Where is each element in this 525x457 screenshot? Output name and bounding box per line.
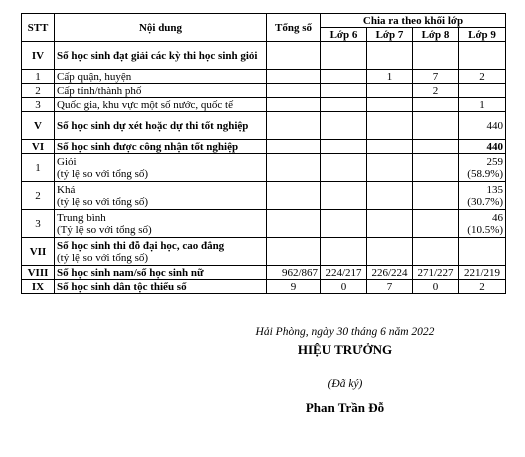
signature-signed-note: (Đã ký) [327,378,363,390]
row-grade-7 [367,210,413,238]
row-grade-8: 0 [413,280,459,294]
row-content-cell [55,182,267,210]
table-row [22,42,506,70]
row-content: Cấp quận, huyện [55,70,267,84]
row-grade-8 [413,182,459,210]
row-content-cell [55,210,267,238]
row-grade-6: 224/217 [321,266,367,280]
row-grade-6 [321,210,367,238]
row-total [267,70,321,84]
row-grade-9-ratio: (30.7%) [467,195,504,208]
row-grade-6 [321,154,367,182]
row-grade-8: 2 [413,84,459,98]
header-stt: STT [22,14,55,42]
row-stt: VIII [22,266,55,280]
row-grade-9-cell [459,154,506,182]
row-grade-9: 221/219 [459,266,506,280]
row-grade-6 [321,182,367,210]
header-content: Nội dung [55,14,267,42]
row-grade-8 [413,238,459,266]
row-grade-9 [459,84,506,98]
row-grade-7 [367,182,413,210]
row-grade-9: 46 [492,211,504,224]
row-total [267,238,321,266]
row-grade-6 [321,98,367,112]
table-row [22,154,506,182]
row-grade-7: 226/224 [367,266,413,280]
row-grade-7 [367,238,413,266]
row-content-note: (Tỷ lệ so với tổng số) [57,223,152,236]
row-stt: VII [22,238,55,266]
row-total [267,112,321,140]
row-content-cell [55,238,267,266]
table-row [22,280,506,294]
row-grade-9: 440 [459,140,506,154]
row-content: Số học sinh dân tộc thiểu số [55,280,267,294]
row-total [267,154,321,182]
table-row [22,210,506,238]
row-grade-9-ratio: (58.9%) [467,167,504,180]
row-total [267,98,321,112]
table-row [22,140,506,154]
row-grade-9: 2 [459,280,506,294]
table-row [22,84,506,98]
row-stt: IV [22,42,55,70]
row-grade-6 [321,112,367,140]
row-grade-9: 440 [459,112,506,140]
row-grade-7 [367,84,413,98]
row-grade-8 [413,154,459,182]
row-grade-6 [321,140,367,154]
row-stt: 3 [22,98,55,112]
table-row [22,112,506,140]
row-content: Quốc gia, khu vực một số nước, quốc tế [55,98,267,112]
row-grade-9: 1 [459,98,506,112]
row-grade-7: 1 [367,70,413,84]
row-stt: 3 [22,210,55,238]
row-content: Số học sinh dự xét hoặc dự thi tốt nghiệp [55,112,267,140]
row-content: Giỏi [57,155,77,168]
row-content: Số học sinh đạt giải các kỳ thi học sinh giỏi [55,42,267,70]
row-grade-6 [321,70,367,84]
row-grade-8: 7 [413,70,459,84]
statistics-table [21,13,506,294]
row-stt: V [22,112,55,140]
row-grade-7 [367,42,413,70]
table-row [22,70,506,84]
row-grade-9-cell [459,210,506,238]
signature-name: Phan Trần Đỗ [305,400,385,415]
row-stt: 2 [22,84,55,98]
row-grade-9: 2 [459,70,506,84]
row-total: 9 [267,280,321,294]
row-content: Trung bình [57,211,106,224]
row-content-cell [55,154,267,182]
row-grade-7 [367,98,413,112]
signature-place-date: Hải Phòng, ngày 30 tháng 6 năm 2022 [255,326,435,338]
row-content: Số học sinh thi đỗ đại học, cao đẳng [57,239,225,252]
row-grade-7 [367,112,413,140]
header-grade-7: Lớp 7 [367,28,413,42]
row-content: Số học sinh nam/số học sinh nữ [55,266,267,280]
row-grade-9-cell [459,182,506,210]
row-grade-8 [413,210,459,238]
row-grade-9: 259 [486,155,504,168]
row-total [267,210,321,238]
row-grade-6: 0 [321,280,367,294]
row-grade-6 [321,238,367,266]
row-total [267,182,321,210]
row-content: Khá [57,183,76,196]
header-grade-8: Lớp 8 [413,28,459,42]
table-row [22,266,506,280]
table-row [22,98,506,112]
row-stt: 2 [22,182,55,210]
row-stt: 1 [22,70,55,84]
row-total: 962/867 [267,266,321,280]
row-grade-8 [413,98,459,112]
row-content-note: (tỷ lệ so với tổng số) [57,167,149,180]
signature-title: HIỆU TRƯỞNG [297,342,393,357]
row-content-note: (tỷ lệ so với tổng số) [57,251,149,264]
row-grade-9: 135 [486,183,504,196]
row-grade-8 [413,140,459,154]
row-stt: VI [22,140,55,154]
header-total: Tổng số [267,14,321,42]
row-stt: IX [22,280,55,294]
header-grade-group: Chia ra theo khối lớp [321,14,506,28]
row-content: Cấp tỉnh/thành phố [55,84,267,98]
table-row [22,182,506,210]
row-grade-7 [367,140,413,154]
row-content-note: (tỷ lệ so với tổng số) [57,195,149,208]
row-grade-9 [459,238,506,266]
row-grade-8 [413,42,459,70]
row-content: Số học sinh được công nhận tốt nghiệp [55,140,267,154]
row-grade-7: 7 [367,280,413,294]
table-row [22,238,506,266]
header-grade-6: Lớp 6 [321,28,367,42]
header-grade-9: Lớp 9 [459,28,506,42]
row-grade-9-ratio: (10.5%) [467,223,504,236]
row-grade-7 [367,154,413,182]
row-grade-6 [321,42,367,70]
row-grade-8 [413,112,459,140]
row-total [267,140,321,154]
row-stt: 1 [22,154,55,182]
row-grade-6 [321,84,367,98]
row-grade-8: 271/227 [413,266,459,280]
row-total [267,42,321,70]
row-total [267,84,321,98]
row-grade-9 [459,42,506,70]
